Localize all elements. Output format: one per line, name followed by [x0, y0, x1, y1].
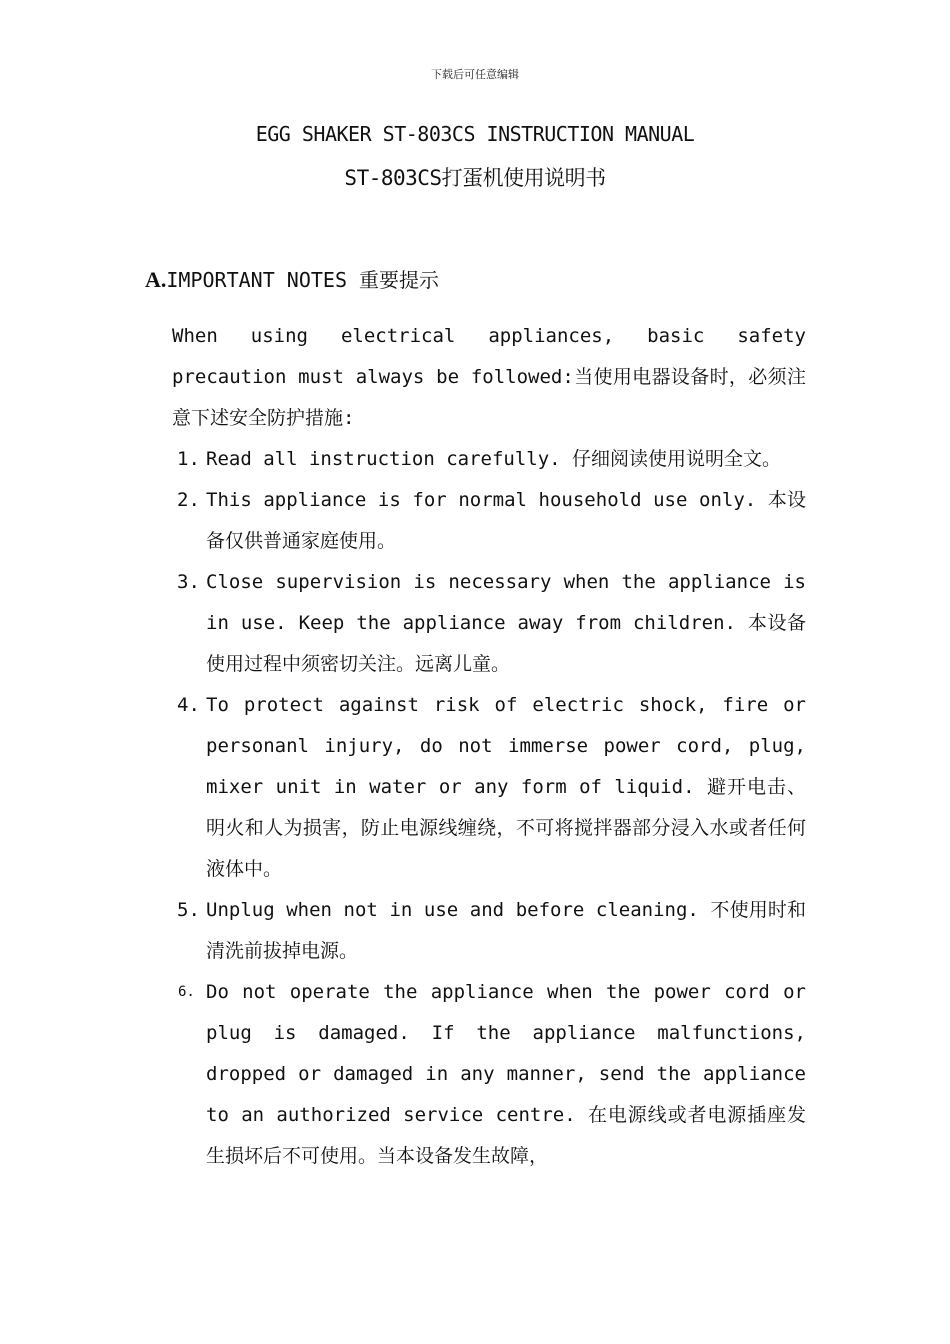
list-item-number: 3.: [177, 571, 200, 593]
list-item-number: 4.: [177, 694, 200, 716]
section-letter: A.: [145, 267, 167, 292]
list-item-text: Unplug when not in use and before cleaning. 不使用时和清洗前拔掉电源。: [206, 899, 806, 962]
list-item-number: 6.: [178, 984, 195, 1000]
section-heading-text: IMPORTANT NOTES 重要提示: [166, 268, 440, 292]
intro-paragraph: When using electrical appliances, basic safety precaution must always be followed:当使用电器设备时，必须注意下述安全防护措施:: [172, 325, 806, 429]
list-item: [172, 480, 806, 562]
section-content: [172, 316, 806, 1177]
list-item-text: Do not operate the appliance when the power cord or plug is damaged. If the appliance malfunctions, dropped or damaged in any manner, send the appliance to an authorized service centre. 在电源线或者电源插座发生损坏后不可使用。当本设备发生故障，: [206, 981, 806, 1167]
page-header-note: 下载后可任意编辑: [431, 68, 519, 81]
list-item: [172, 439, 806, 480]
list-item-text: Read all instruction carefully. 仔细阅读使用说明全文。: [206, 448, 782, 470]
notes-list: [172, 439, 806, 1177]
list-item-number: 5.: [177, 899, 200, 921]
list-item-text: This appliance is for normal household use only. 本设备仅供普通家庭使用。: [206, 489, 806, 552]
list-item-number: 1.: [177, 448, 200, 470]
list-item: [172, 685, 806, 890]
document-title: EGG SHAKER ST-803CS INSTRUCTION MANUAL: [255, 122, 695, 146]
list-item: [172, 972, 806, 1177]
section-heading: [145, 264, 439, 293]
list-item-text: Close supervision is necessary when the appliance is in use. Keep the appliance away from children. 本设备使用过程中须密切关注。远离儿童。: [206, 571, 806, 675]
document-subtitle: ST-803CS打蛋机使用说明书: [344, 166, 606, 190]
list-item: [172, 890, 806, 972]
list-item-text: To protect against risk of electric shock, fire or personanl injury, do not immerse power cord, plug, mixer unit in water or any form of liquid. 避开电击、明火和人为损害，防止电源线缠绕，不可将搅拌器部分浸入水或者任何液体中。: [206, 694, 806, 880]
list-item-number: 2.: [177, 489, 200, 511]
list-item: [172, 562, 806, 685]
